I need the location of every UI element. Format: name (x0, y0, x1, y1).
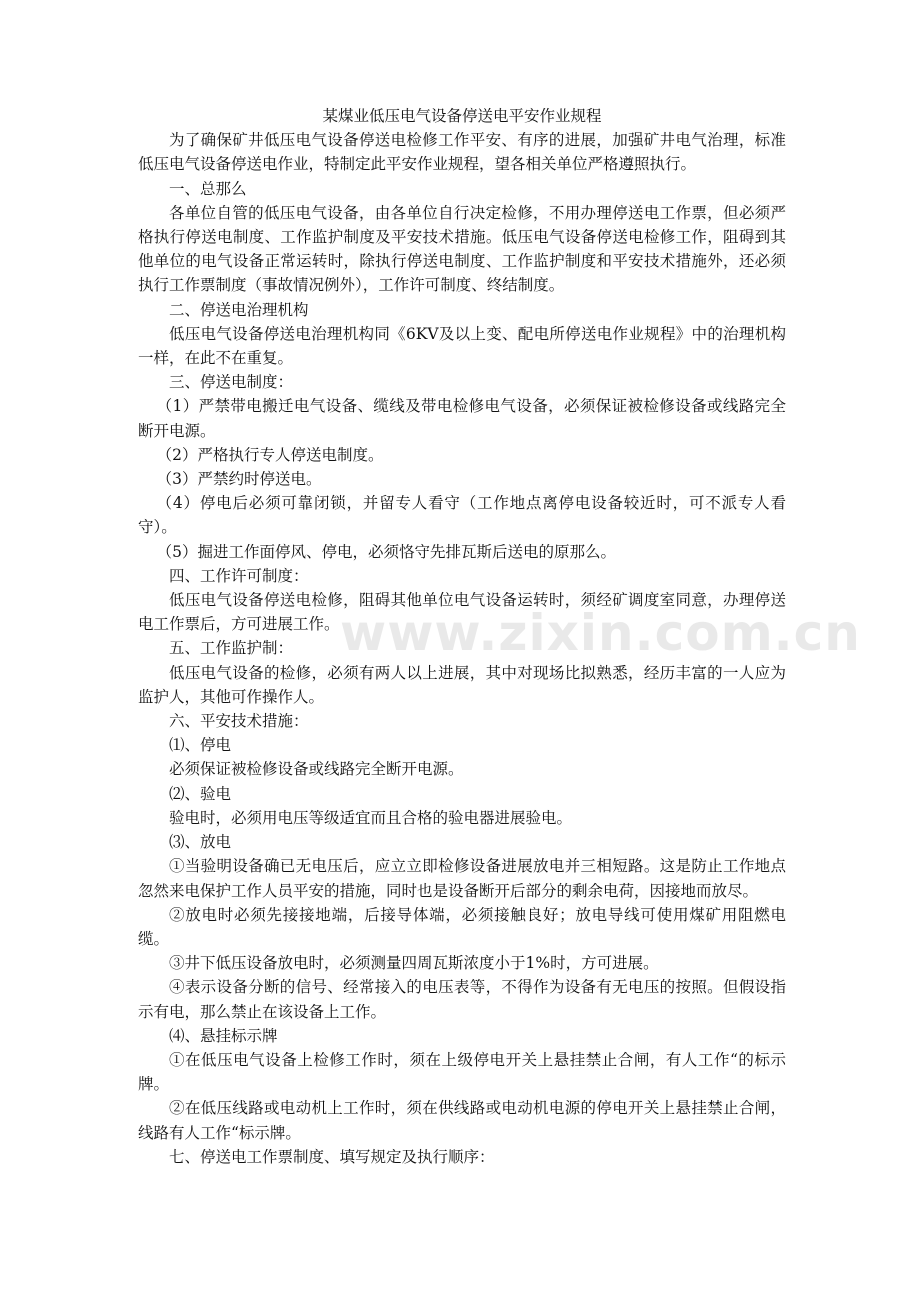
paragraph: （5）掘进工作面停风、停电，必须恪守先排瓦斯后送电的原那么。 (156, 542, 616, 561)
paragraph: （4）停电后必须可靠闭锁，并留专人看守（工作地点离停电设备较近时，可不派专人看守）。 (138, 494, 786, 537)
paragraph: 低压电气设备停送电治理机构同《6KV及以上变、配电所停送电作业规程》中的治理机构一样，在此不在重复。 (138, 324, 786, 368)
paragraph: （2）严格执行专人停送电制度。 (156, 445, 384, 464)
paragraph: ⑷、悬挂标示牌 (169, 1026, 278, 1045)
paragraph: ⑵、验电 (169, 784, 232, 803)
paragraph: 三、停送电制度： (169, 373, 294, 392)
paragraph: 五、工作监护制： (169, 639, 294, 658)
paragraph: ①当验明设备确已无电压后，应立立即检修设备进展放电并三相短路。这是防止工作地点忽然来电保护工作人员平安的措施，同时也是设备断开后部分的剩余电荷，因接地而放尽。 (138, 857, 786, 900)
paragraph: ⑶、放电 (169, 833, 232, 852)
paragraph: 四、工作许可制度： (169, 566, 309, 585)
paragraph: 验电时，必须用电压等级适宜而且合格的验电器进展验电。 (169, 808, 573, 827)
paragraph: （1）严禁带电搬迁电气设备、缆线及带电检修电气设备，必须保证被检修设备或线路完全断开电源。 (138, 397, 786, 440)
paragraph-list (138, 128, 786, 1169)
paragraph: ⑴、停电 (169, 736, 232, 755)
paragraph: ①在低压电气设备上检修工作时，须在上级停电开关上悬挂禁止合闸，有人工作“的标示牌。 (138, 1050, 786, 1094)
paragraph: 必须保证被检修设备或线路完全断开电源。 (169, 760, 464, 779)
paragraph: 六、平安技术措施： (169, 712, 309, 731)
paragraph: （3）严禁约时停送电。 (156, 470, 322, 489)
paragraph: 低压电气设备的检修，必须有两人以上进展，其中对现场比拟熟悉，经历丰富的一人应为监护人，其他可作操作人。 (138, 663, 786, 706)
paragraph: ②在低压线路或电动机上工作时，须在供线路或电动机电源的停电开关上悬挂禁止合闸，线路有人工作“标示牌。 (138, 1099, 786, 1142)
paragraph: 七、停送电工作票制度、填写规定及执行顺序： (169, 1147, 495, 1166)
document-title: 某煤业低压电气设备停送电平安作业规程 (322, 107, 602, 125)
paragraph: ②放电时必须先接接地端，后接导体端，必须接触良好；放电导线可使用煤矿用阻燃电缆。 (138, 905, 786, 948)
watermark: www.zixin.com.cn (340, 604, 861, 662)
paragraph: 二、停送电治理机构 (169, 300, 309, 319)
paragraph: ③井下低压设备放电时，必须测量四周瓦斯浓度小于1%时，方可进展。 (169, 954, 659, 973)
document-body (138, 104, 786, 1169)
paragraph: 低压电气设备停送电检修，阻碍其他单位电气设备运转时，须经矿调度室同意，办理停送电工作票后，方可进展工作。 (138, 591, 786, 634)
paragraph: 一、总那么 (169, 179, 247, 198)
paragraph: ④表示设备分断的信号、经常接入的电压表等，不得作为设备有无电压的按照。但假设指示有电，那么禁止在该设备上工作。 (138, 978, 786, 1021)
paragraph: 各单位自管的低压电气设备，由各单位自行决定检修，不用办理停送电工作票，但必须严格执行停送电制度、工作监护制度及平安技术措施。低压电气设备停送电检修工作，阻碍到其他单位的电气设备正常运转时，除执行停送电制度、工作监护制度和平安技术措施外，还必须执行工作票制度（事故情况例外），工作许可制度、终结制度。 (138, 203, 786, 295)
paragraph: 为了确保矿井低压电气设备停送电检修工作平安、有序的进展，加强矿井电气治理，标准低压电气设备停送电作业，特制定此平安作业规程，望各相关单位严格遵照执行。 (138, 131, 786, 174)
